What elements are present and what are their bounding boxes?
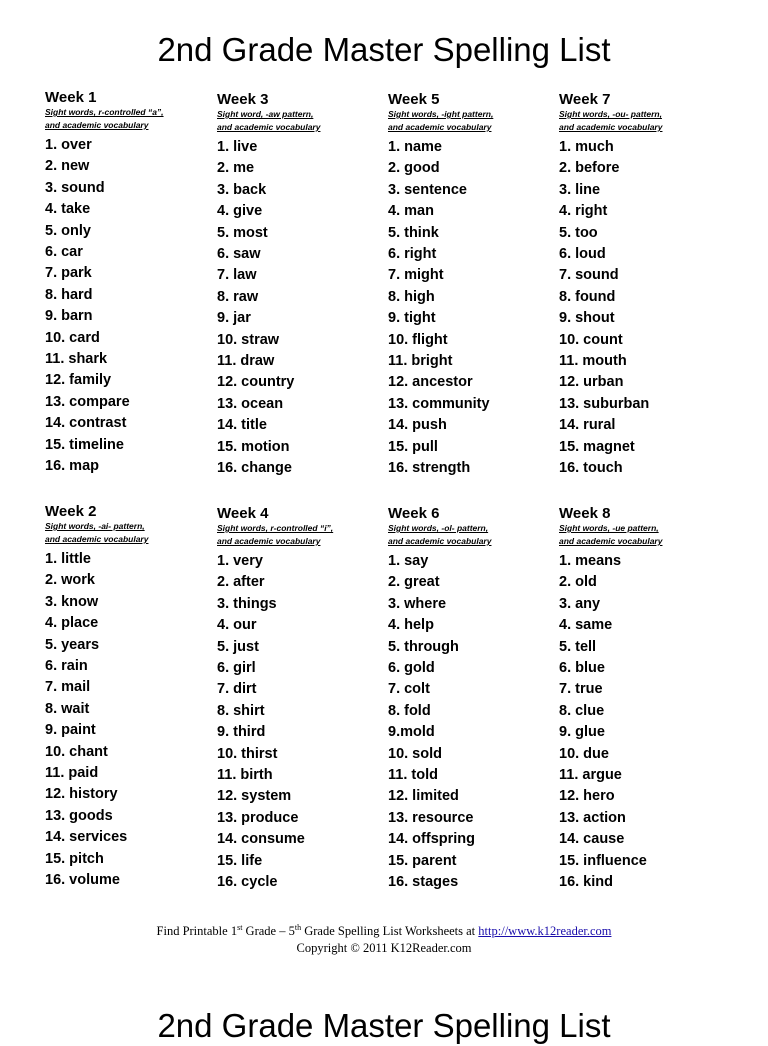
spelling-word: 9. glue: [559, 724, 605, 741]
spelling-word: 11. told: [388, 767, 438, 784]
spelling-word: 4. place: [45, 615, 99, 632]
spelling-word: 7. true: [559, 681, 603, 698]
spelling-word: 7. might: [388, 267, 444, 284]
spelling-word: 16. strength: [388, 460, 471, 477]
spelling-word: 13. community: [388, 395, 490, 412]
spelling-word: 7. law: [217, 267, 257, 284]
spelling-word: 4. man: [388, 203, 434, 220]
spelling-word: 12. urban: [559, 374, 624, 391]
week-title: Week 7: [559, 91, 611, 108]
spelling-word: 1. name: [388, 139, 442, 155]
week-6-column: [388, 505, 556, 894]
spelling-word: 9.mold: [388, 724, 435, 741]
spelling-word: 16. map: [45, 458, 99, 475]
week-subtitle: Sight word, -aw pattern,: [217, 109, 314, 119]
spelling-word: 5. just: [217, 638, 259, 655]
spelling-word: 2. great: [388, 574, 440, 591]
spelling-word: 6. saw: [217, 246, 261, 263]
spelling-word: 6. loud: [559, 246, 606, 263]
spelling-word: 12. history: [45, 786, 118, 803]
spelling-word: 15. timeline: [45, 436, 124, 453]
word-list: [45, 135, 213, 478]
week-5-column: [388, 91, 556, 480]
footer-superscript: st: [237, 923, 243, 932]
spelling-word: 3. line: [559, 181, 601, 198]
spelling-word: 10. straw: [217, 331, 280, 348]
spelling-word: 3. back: [217, 181, 267, 198]
spelling-word: 9. barn: [45, 308, 93, 325]
spelling-word: 11. paid: [45, 765, 99, 782]
week-7-column: [559, 91, 727, 480]
spelling-word: 8. raw: [217, 288, 259, 305]
spelling-word: 1. means: [559, 553, 622, 569]
page-title: 2nd Grade Master Spelling List: [157, 31, 611, 68]
spelling-word: 5. through: [388, 638, 459, 655]
spelling-word: 16. stages: [388, 874, 459, 891]
spelling-word: 13. goods: [45, 807, 113, 824]
spelling-word: 10. chant: [45, 743, 108, 760]
spelling-word: 11. argue: [559, 767, 622, 784]
spelling-word: 3. where: [388, 595, 447, 612]
spelling-word: 9. jar: [217, 310, 251, 327]
spelling-word: 3. sound: [45, 179, 105, 196]
spelling-word: 14. contrast: [45, 415, 127, 432]
spelling-word: 12. ancestor: [388, 374, 473, 391]
spelling-word: 16. kind: [559, 874, 613, 891]
week-subtitle: and academic vocabulary: [388, 122, 492, 132]
spelling-word: 15. influence: [559, 852, 647, 869]
week-subtitle: and academic vocabulary: [388, 536, 492, 546]
spelling-word: 9. paint: [45, 722, 96, 739]
spelling-word: 2. new: [45, 158, 90, 175]
spelling-word: 3. know: [45, 593, 99, 610]
spelling-word: 7. sound: [559, 267, 619, 284]
week-title: Week 6: [388, 505, 440, 522]
spelling-word: 3. sentence: [388, 181, 467, 198]
spelling-word: 14. push: [388, 417, 447, 434]
week-4-column: [217, 505, 385, 894]
next-page-title: 2nd Grade Master Spelling List: [157, 1007, 611, 1044]
spelling-word: 5. only: [45, 222, 91, 239]
word-list: [217, 137, 385, 480]
week-subtitle: and academic vocabulary: [217, 122, 321, 132]
spelling-word: 2. before: [559, 160, 620, 177]
spelling-word: 8. wait: [45, 700, 90, 717]
week-2-column: [45, 503, 213, 892]
week-subtitle: and academic vocabulary: [45, 120, 149, 130]
spelling-word: 15. life: [217, 852, 263, 869]
footer-text: Grade – 5: [242, 924, 295, 939]
spelling-word: 2. after: [217, 574, 265, 591]
spelling-word: 15. pitch: [45, 850, 104, 867]
spelling-word: 4. our: [217, 617, 257, 634]
spelling-word: 7. colt: [388, 681, 430, 698]
spelling-word: 7. dirt: [217, 681, 257, 698]
footer-text: Grade Spelling List Worksheets at: [301, 924, 479, 939]
spelling-word: 9. shout: [559, 310, 615, 327]
week-subtitle: Sight words, r-controlled “i”,: [217, 523, 334, 533]
spelling-word: 1. say: [388, 553, 429, 569]
week-subtitle: and academic vocabulary: [45, 534, 149, 544]
spelling-word: 15. pull: [388, 438, 438, 455]
spelling-word: 14. services: [45, 829, 128, 846]
spelling-word: 1. over: [45, 137, 92, 153]
week-title: Week 3: [217, 91, 269, 108]
spelling-word: 10. flight: [388, 331, 448, 348]
week-title: Week 8: [559, 505, 611, 522]
week-subtitle: Sight words, -ai- pattern,: [45, 521, 145, 531]
word-list: [559, 551, 727, 894]
spelling-word: 15. motion: [217, 438, 290, 455]
spelling-word: 14. offspring: [388, 831, 476, 848]
spelling-word: 6. car: [45, 244, 83, 261]
spelling-word: 10. sold: [388, 745, 442, 762]
spelling-word: 12. system: [217, 788, 292, 805]
week-title: Week 5: [388, 91, 440, 108]
copyright-text: Copyright © 2011 K12Reader.com: [296, 941, 472, 956]
spelling-word: 4. take: [45, 201, 91, 218]
spelling-word: 13. resource: [388, 809, 474, 826]
spelling-word: 7. park: [45, 265, 92, 282]
spelling-word: 5. years: [45, 636, 100, 653]
spelling-word: 11. birth: [217, 767, 273, 784]
week-subtitle: Sight words, -ol- pattern,: [388, 523, 489, 533]
word-list: [559, 137, 727, 480]
spelling-word: 9. third: [217, 724, 266, 741]
spelling-word: 6. right: [388, 246, 437, 263]
footer-text: Find Printable 1: [156, 924, 238, 939]
spelling-word: 5. tell: [559, 638, 597, 655]
week-subtitle: Sight words, -ight pattern,: [388, 109, 494, 119]
spelling-word: 4. right: [559, 203, 608, 220]
spelling-word: 8. high: [388, 288, 435, 305]
spelling-word: 16. cycle: [217, 874, 278, 891]
footer: [0, 919, 768, 957]
spelling-word: 14. cause: [559, 831, 625, 848]
spelling-word: 12. limited: [388, 788, 459, 805]
spelling-word: 6. rain: [45, 658, 88, 675]
spelling-word: 13. produce: [217, 809, 299, 826]
spelling-word: 13. ocean: [217, 395, 284, 412]
week-subtitle: Sight words, -ue pattern,: [559, 523, 659, 533]
spelling-word: 7. mail: [45, 679, 91, 696]
week-title: Week 1: [45, 89, 97, 106]
week-subtitle: Sight words, -ou- pattern,: [559, 109, 662, 119]
spelling-word: 16. touch: [559, 460, 623, 477]
footer-line: [0, 919, 768, 940]
spelling-word: 4. same: [559, 617, 613, 634]
spelling-word: 12. hero: [559, 788, 615, 805]
word-list: [45, 549, 213, 892]
spelling-word: 14. rural: [559, 417, 616, 434]
spelling-word: 8. clue: [559, 702, 605, 719]
week-subtitle: and academic vocabulary: [217, 536, 321, 546]
week-3-column: [217, 91, 385, 480]
spelling-word: 8. shirt: [217, 702, 265, 719]
spelling-word: 1. live: [217, 139, 258, 155]
week-subtitle: and academic vocabulary: [559, 536, 663, 546]
spelling-word: 13. action: [559, 809, 626, 826]
spelling-word: 1. little: [45, 551, 91, 567]
spelling-word: 11. shark: [45, 351, 108, 368]
word-list: [388, 137, 556, 480]
word-list: [388, 551, 556, 894]
spelling-word: 13. compare: [45, 393, 130, 410]
spelling-word: 3. things: [217, 595, 277, 612]
spelling-word: 16. change: [217, 460, 292, 477]
spelling-word: 4. help: [388, 617, 434, 634]
word-list: [217, 551, 385, 894]
spelling-word: 15. parent: [388, 852, 457, 869]
week-subtitle: and academic vocabulary: [559, 122, 663, 132]
spelling-word: 8. hard: [45, 286, 93, 303]
spelling-word: 9. tight: [388, 310, 436, 327]
spelling-word: 11. mouth: [559, 353, 627, 370]
spelling-word: 8. found: [559, 288, 616, 305]
week-8-column: [559, 505, 727, 894]
spelling-word: 12. family: [45, 372, 112, 389]
spelling-word: 4. give: [217, 203, 263, 220]
spelling-word: 2. old: [559, 574, 597, 591]
spelling-word: 11. bright: [388, 353, 453, 370]
spelling-word: 5. think: [388, 224, 439, 241]
spelling-word: 10. due: [559, 745, 609, 762]
spelling-word: 6. gold: [388, 660, 435, 677]
spelling-word: 3. any: [559, 595, 601, 612]
spelling-word: 6. blue: [559, 660, 605, 677]
week-title: Week 4: [217, 505, 269, 522]
spelling-word: 10. count: [559, 331, 623, 348]
spelling-word: 15. magnet: [559, 438, 635, 455]
week-subtitle: Sight words, r-controlled “a”,: [45, 107, 164, 117]
spelling-word: 12. country: [217, 374, 295, 391]
spelling-word: 5. too: [559, 224, 598, 241]
spelling-word: 1. very: [217, 553, 263, 569]
spelling-word: 1. much: [559, 139, 614, 155]
spelling-word: 14. title: [217, 417, 267, 434]
spelling-word: 10. card: [45, 329, 100, 346]
spelling-word: 13. suburban: [559, 395, 650, 412]
spelling-word: 5. most: [217, 224, 268, 241]
week-title: Week 2: [45, 503, 97, 520]
spelling-word: 11. draw: [217, 353, 275, 370]
spelling-word: 14. consume: [217, 831, 305, 848]
spelling-word: 2. work: [45, 572, 95, 589]
spelling-word: 2. good: [388, 160, 440, 177]
spelling-word: 2. me: [217, 160, 255, 177]
week-1-column: [45, 89, 213, 478]
spelling-word: 6. girl: [217, 660, 256, 677]
k12reader-link[interactable]: http://www.k12reader.com: [478, 924, 612, 939]
footer-superscript: th: [294, 923, 302, 932]
spelling-word: 16. volume: [45, 872, 120, 889]
spelling-word: 8. fold: [388, 702, 431, 719]
spelling-word: 10. thirst: [217, 745, 278, 762]
